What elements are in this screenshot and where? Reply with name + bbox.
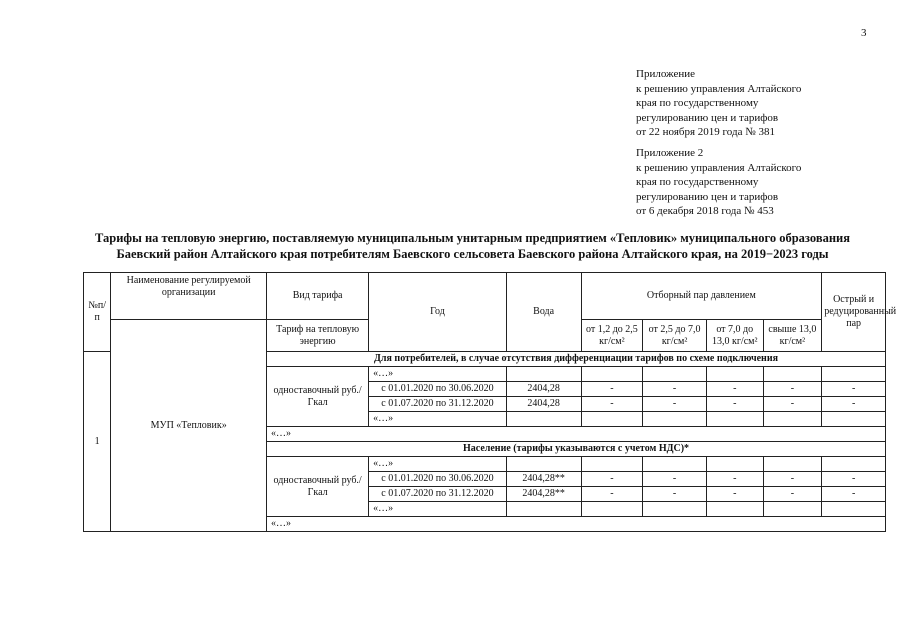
header-year: Год — [369, 273, 507, 352]
annex-line: Приложение — [636, 68, 696, 80]
dash-cell: - — [643, 487, 707, 502]
dash-cell: - — [822, 472, 886, 487]
dash-cell: - — [763, 472, 822, 487]
dash-cell: - — [706, 382, 763, 397]
dash-cell: - — [763, 397, 822, 412]
header-steam-col: свыше 13,0 кг/см² — [763, 320, 822, 352]
dash-cell: - — [581, 487, 643, 502]
dash-cell: - — [581, 382, 643, 397]
water-value: 2404,28 — [506, 382, 581, 397]
ellipsis-cell: «…» — [369, 367, 507, 382]
annex-line: регулированию цен и тарифов — [636, 111, 779, 124]
section-title: Население (тарифы указываются с учетом НДС)* — [267, 442, 886, 457]
header-steam-col: от 2,5 до 7,0 кг/см² — [643, 320, 707, 352]
row-number: 1 — [84, 352, 111, 532]
org-name: МУП «Тепловик» — [111, 320, 267, 532]
dash-cell: - — [643, 397, 707, 412]
dash-cell: - — [706, 472, 763, 487]
tariff-table — [83, 272, 897, 532]
dash-cell: - — [643, 472, 707, 487]
title-line-2: Баевский район Алтайского края потребителям Баевского сельсовета Баевского района Алтайского края, на 2019−2023 годы — [116, 247, 829, 261]
water-value: 2404,28 — [506, 397, 581, 412]
header-row — [84, 273, 886, 320]
annex-line: края по государственному — [636, 97, 759, 109]
ellipsis-cell: «…» — [267, 517, 886, 532]
dash-cell: - — [822, 487, 886, 502]
document-title — [40, 230, 905, 262]
dash-cell: - — [706, 487, 763, 502]
water-value: 2404,28** — [506, 472, 581, 487]
header-tariff-type: Вид тарифа — [267, 273, 369, 320]
period-cell: с 01.07.2020 по 31.12.2020 — [369, 397, 507, 412]
title-line-1: Тарифы на тепловую энергию, поставляемую муниципальным унитарным предприятием «Тепловик» муниципального образования — [95, 231, 850, 245]
dash-cell: - — [763, 487, 822, 502]
dash-cell: - — [581, 472, 643, 487]
period-cell: с 01.07.2020 по 31.12.2020 — [369, 487, 507, 502]
period-cell: с 01.01.2020 по 30.06.2020 — [369, 472, 507, 487]
ellipsis-cell: «…» — [369, 457, 507, 472]
header-steam-col: от 7,0 до 13,0 кг/см² — [706, 320, 763, 352]
annex-line: к решению управления Алтайского — [636, 161, 802, 174]
header-num: №п/п — [84, 273, 111, 352]
dash-cell: - — [706, 397, 763, 412]
section-title: Для потребителей, в случае отсутствия дифференциации тарифов по схеме подключения — [267, 352, 886, 367]
annex-line: от 6 декабря 2018 года № 453 — [636, 205, 774, 217]
annex-line: Приложение 2 — [636, 147, 704, 159]
header-org: Наименование регулируемой организации — [111, 273, 267, 320]
header-steam: Отборный пар давлением — [581, 273, 822, 320]
annex-line: регулированию цен и тарифов — [636, 190, 779, 203]
water-value: 2404,28** — [506, 487, 581, 502]
dash-cell: - — [763, 382, 822, 397]
dash-cell: - — [822, 397, 886, 412]
header-water: Вода — [506, 273, 581, 352]
header-tariff-sub: Тариф на тепловую энергию — [267, 320, 369, 352]
ellipsis-cell: «…» — [369, 412, 507, 427]
header-steam-col: от 1,2 до 2,5 кг/см² — [581, 320, 643, 352]
page-number: 3 — [861, 27, 867, 39]
annex-line: от 22 ноября 2019 года № 381 — [636, 126, 775, 138]
dash-cell: - — [822, 382, 886, 397]
tariff-type-cell: одноставочный руб./Гкал — [267, 457, 369, 517]
ellipsis-cell: «…» — [369, 502, 507, 517]
annex-block-2 — [636, 146, 801, 219]
tariff-type-cell: одноставочный руб./Гкал — [267, 367, 369, 427]
annex-block-1 — [636, 67, 801, 140]
header-sharp-steam: Острый и редуцированный пар — [822, 273, 886, 352]
ellipsis-cell: «…» — [267, 427, 886, 442]
dash-cell: - — [643, 382, 707, 397]
annex-line: края по государственному — [636, 176, 759, 188]
dash-cell: - — [581, 397, 643, 412]
period-cell: с 01.01.2020 по 30.06.2020 — [369, 382, 507, 397]
annex-line: к решению управления Алтайского — [636, 82, 802, 95]
